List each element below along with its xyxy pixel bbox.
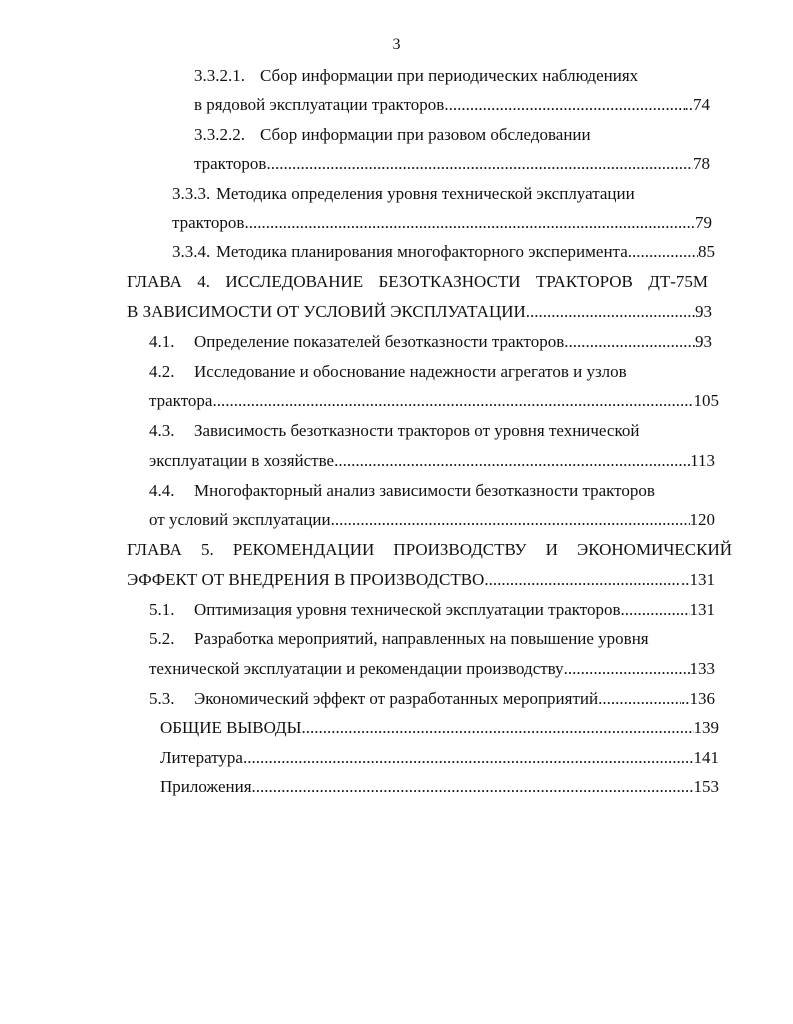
toc-entry-4-1 bbox=[149, 330, 712, 354]
toc-entry-number: 4.3. bbox=[149, 421, 175, 440]
chapter-4-heading-line2 bbox=[127, 300, 712, 324]
toc-entry-5-1 bbox=[149, 598, 715, 622]
toc-entry-title: Экономический эффект от разработанных мероприятий bbox=[194, 689, 599, 708]
toc-entry-3-3-3-continuation bbox=[172, 211, 712, 235]
toc-entry-text: Зависимость безотказности тракторов от уровня технической bbox=[194, 421, 640, 440]
toc-entry-text bbox=[149, 598, 621, 622]
toc-entry-text: В ЗАВИСИМОСТИ ОТ УСЛОВИЙ ЭКСПЛУАТАЦИИ bbox=[127, 302, 526, 321]
toc-entry-text: тракторов bbox=[194, 154, 267, 173]
chapter-4-heading-line1: ГЛАВА 4. ИССЛЕДОВАНИЕ БЕЗОТКАЗНОСТИ ТРАКТОРОВ ДТ-75М bbox=[127, 272, 708, 291]
toc-entry-number: 3.3.2.2. bbox=[194, 125, 245, 144]
toc-leader-dots bbox=[564, 657, 690, 681]
toc-entry-text: от условий эксплуатации bbox=[149, 510, 331, 529]
toc-page-number: ..141 bbox=[685, 748, 719, 767]
toc-entry-4-3-title bbox=[149, 419, 639, 443]
toc-entry-number: 4.1. bbox=[149, 332, 175, 351]
toc-entry-text bbox=[149, 330, 564, 354]
toc-entry-number: 5.3. bbox=[149, 689, 175, 708]
toc-entry-5-2-title bbox=[149, 627, 649, 651]
toc-entry-title: Определение показателей безотказности тракторов bbox=[194, 332, 565, 351]
toc-entry-3-3-4 bbox=[172, 240, 715, 264]
toc-page-number: 105 bbox=[693, 391, 719, 410]
toc-entry-text: ЭФФЕКТ ОТ ВНЕДРЕНИЯ В ПРОИЗВОДСТВО bbox=[127, 570, 485, 589]
toc-page-number: ..136 bbox=[681, 689, 715, 708]
toc-entry-conclusions bbox=[160, 716, 719, 740]
toc-leader-dots bbox=[266, 152, 693, 176]
toc-entry-text: Сбор информации при периодических наблюдениях bbox=[260, 66, 639, 85]
toc-page-number: 139 bbox=[693, 718, 719, 737]
toc-entry-text: Сбор информации при разовом обследовании bbox=[260, 125, 591, 144]
toc-page-number: ..74 bbox=[684, 95, 710, 114]
toc-entry-text bbox=[149, 687, 598, 711]
page-number: 3 bbox=[392, 36, 401, 53]
toc-page-number: 153 bbox=[693, 777, 719, 796]
toc-entry-text: трактора bbox=[149, 391, 213, 410]
toc-entry-5-2-continuation bbox=[149, 657, 715, 681]
toc-entry-text: в рядовой эксплуатации тракторов bbox=[194, 95, 445, 114]
toc-leader-dots bbox=[628, 240, 698, 264]
toc-entry-title: Оптимизация уровня технической эксплуатации тракторов bbox=[194, 600, 621, 619]
toc-entry-text: ОБЩИЕ ВЫВОДЫ bbox=[160, 718, 302, 737]
toc-page-number: 78 bbox=[693, 154, 710, 173]
toc-entry-3-3-2-1-title bbox=[194, 64, 638, 88]
toc-entry-number: 3.3.2.1. bbox=[194, 66, 245, 85]
toc-entry-3-3-2-1-continuation bbox=[194, 93, 710, 117]
toc-leader-dots bbox=[484, 568, 681, 592]
toc-entry-literature bbox=[160, 746, 719, 770]
toc-entry-number: 3.3.3. bbox=[172, 184, 211, 203]
toc-leader-dots bbox=[212, 389, 693, 413]
toc-page-number: 113 bbox=[690, 451, 715, 470]
toc-leader-dots bbox=[526, 300, 695, 324]
toc-entry-title: Методика планирования многофакторного эксперимента bbox=[216, 242, 628, 261]
toc-entry-number: 5.1. bbox=[149, 600, 175, 619]
toc-entry-5-3 bbox=[149, 687, 715, 711]
toc-page-number: 93 bbox=[695, 332, 712, 351]
toc-entry-4-2-continuation bbox=[149, 389, 719, 413]
toc-entry-appendices bbox=[160, 775, 719, 799]
toc-leader-dots bbox=[598, 687, 681, 711]
toc-entry-number: 3.3.4. bbox=[172, 242, 211, 261]
toc-entry-4-4-title bbox=[149, 479, 655, 503]
toc-entry-text: Приложения bbox=[160, 777, 252, 796]
toc-page-number: 85 bbox=[698, 242, 715, 261]
toc-leader-dots bbox=[331, 508, 690, 532]
toc-entry-number: 4.4. bbox=[149, 481, 175, 500]
toc-leader-dots bbox=[621, 598, 690, 622]
toc-leader-dots bbox=[564, 330, 695, 354]
toc-leader-dots bbox=[334, 449, 690, 473]
toc-page-number: 131 bbox=[689, 600, 715, 619]
toc-leader-dots bbox=[301, 716, 693, 740]
toc-page-number: 133 bbox=[689, 659, 715, 678]
toc-entry-text: эксплуатации в хозяйстве bbox=[149, 451, 335, 470]
toc-page-number: 120 bbox=[689, 510, 715, 529]
toc-entry-number: 5.2. bbox=[149, 629, 175, 648]
toc-entry-text: Разработка мероприятий, направленных на повышение уровня bbox=[194, 629, 649, 648]
toc-entry-4-2-title bbox=[149, 360, 627, 384]
toc-page-number: ..79 bbox=[686, 213, 712, 232]
chapter-5-heading-line2 bbox=[127, 568, 715, 592]
toc-leader-dots bbox=[243, 746, 685, 770]
toc-page-number: 93 bbox=[695, 302, 712, 321]
toc-entry-4-3-continuation bbox=[149, 449, 715, 473]
toc-entry-3-3-3-title bbox=[172, 182, 635, 206]
toc-page-number: ..131 bbox=[681, 570, 715, 589]
toc-entry-text: Методика определения уровня технической эксплуатации bbox=[216, 184, 635, 203]
toc-entry-3-3-2-2-title bbox=[194, 123, 591, 147]
toc-leader-dots bbox=[244, 211, 686, 235]
toc-entry-text: технической эксплуатации и рекомендации производству bbox=[149, 659, 564, 678]
toc-entry-number: 4.2. bbox=[149, 362, 175, 381]
toc-entry-text: тракторов bbox=[172, 213, 245, 232]
toc-entry-text: Многофакторный анализ зависимости безотказности тракторов bbox=[194, 481, 655, 500]
toc-entry-text bbox=[172, 240, 628, 264]
chapter-5-heading-line1: ГЛАВА 5. РЕКОМЕНДАЦИИ ПРОИЗВОДСТВУ И ЭКОНОМИЧЕСКИЙ bbox=[127, 540, 732, 559]
toc-entry-4-4-continuation bbox=[149, 508, 715, 532]
toc-entry-3-3-2-2-continuation bbox=[194, 152, 710, 176]
toc-entry-text: Литература bbox=[160, 748, 243, 767]
toc-leader-dots bbox=[252, 775, 694, 799]
toc-entry-text: Исследование и обоснование надежности агрегатов и узлов bbox=[194, 362, 627, 381]
toc-leader-dots bbox=[444, 93, 684, 117]
